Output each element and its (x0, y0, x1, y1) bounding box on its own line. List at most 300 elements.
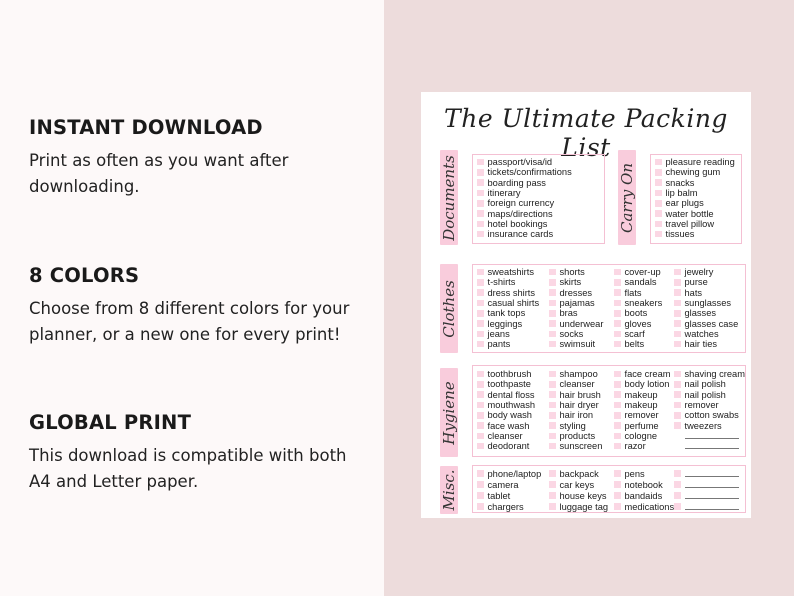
checkbox (477, 331, 484, 338)
misc-column (549, 468, 608, 512)
checklist-item (614, 490, 674, 501)
section-tab-carry-on (618, 150, 636, 245)
checklist-item (477, 208, 572, 218)
checkbox (614, 492, 621, 499)
checklist-item (614, 390, 671, 400)
blank-write-in-line (685, 437, 739, 439)
hygiene-column (674, 369, 745, 451)
checklist-item-label: sweatshirts (487, 267, 534, 278)
checklist-item (674, 431, 745, 441)
checkbox (674, 481, 681, 488)
checklist-item-label: body lotion (624, 379, 670, 390)
checkbox (549, 310, 556, 317)
checkbox (655, 169, 662, 176)
checklist-item (477, 339, 539, 349)
feature-instant-download (29, 116, 369, 199)
checklist-item-label: skirts (559, 277, 582, 288)
checklist-item (477, 298, 539, 308)
checklist-item (614, 468, 674, 479)
feature-title: GLOBAL PRINT (29, 411, 192, 434)
checklist-item (614, 339, 662, 349)
checklist-item (477, 490, 541, 501)
checklist-item-label: purse (684, 277, 708, 288)
checkbox (477, 159, 484, 166)
checkbox (674, 391, 681, 398)
checklist-item-label: bras (559, 308, 578, 319)
checklist-item-label: cotton swabs (684, 410, 739, 421)
checklist-item (477, 479, 541, 490)
checklist-item (477, 318, 539, 328)
checklist-item-label: phone/laptop (487, 468, 542, 479)
checkbox (674, 300, 681, 307)
checkbox (477, 289, 484, 296)
checklist-item (477, 277, 539, 287)
checklist-item-label: makeup (624, 389, 658, 400)
checklist-item-label: bandaids (624, 490, 663, 501)
checkbox (549, 320, 556, 327)
checklist-item (614, 308, 662, 318)
section-tab-documents (440, 150, 458, 245)
checklist-item-label: pens (624, 468, 645, 479)
checklist-item-label: notebook (624, 479, 663, 490)
checkbox (614, 341, 621, 348)
checklist-item (674, 420, 745, 430)
checkbox (549, 470, 556, 477)
checklist-item-label: toothpaste (487, 379, 531, 390)
checklist-item (477, 441, 535, 451)
checklist-item (477, 420, 535, 430)
blank-write-in-line (685, 447, 739, 449)
checklist-item-label: flats (624, 287, 642, 298)
hygiene-column (549, 369, 602, 451)
section-label-documents: Documents (440, 154, 458, 241)
checklist-item-label: styling (559, 420, 586, 431)
checkbox (549, 492, 556, 499)
checklist-item-label: razor (624, 441, 646, 452)
checklist-item-label: backpack (559, 468, 599, 479)
checklist-item-label: hats (684, 287, 703, 298)
checklist-item-label: insurance cards (487, 229, 554, 240)
checklist-item (674, 318, 738, 328)
checklist-item-label: dental floss (487, 389, 535, 400)
checkbox (477, 279, 484, 286)
checkbox (477, 200, 484, 207)
checkbox (614, 470, 621, 477)
checklist-item (655, 188, 735, 198)
checklist-item-label: hair ties (684, 339, 718, 350)
checklist-item-label: boarding pass (487, 177, 546, 188)
checklist-item (614, 298, 662, 308)
checkbox (549, 289, 556, 296)
checklist-item (549, 468, 608, 479)
checklist-item (549, 318, 603, 328)
checkbox (477, 179, 484, 186)
checklist-item (614, 318, 662, 328)
checkbox (674, 279, 681, 286)
checklist-item (674, 369, 745, 379)
checkbox (549, 381, 556, 388)
checkbox (549, 422, 556, 429)
checkbox (477, 402, 484, 409)
checklist-item-label: shorts (559, 267, 585, 278)
checklist-item (614, 379, 671, 389)
checkbox (614, 481, 621, 488)
checkbox (477, 210, 484, 217)
checkbox (614, 371, 621, 378)
checklist-item-label: watches (684, 328, 719, 339)
checklist-item (655, 157, 735, 167)
checklist-item-label: deodorant (487, 441, 530, 452)
checkbox (674, 371, 681, 378)
feature-title: 8 COLORS (29, 264, 140, 287)
checklist-item-label: glasses case (684, 318, 739, 329)
checkbox (655, 231, 662, 238)
checklist-item (549, 390, 602, 400)
checklist-item (655, 208, 735, 218)
checkbox (549, 279, 556, 286)
checklist-item-label: leggings (487, 318, 523, 329)
checklist-item (549, 369, 602, 379)
checklist-item (549, 441, 602, 451)
checklist-item (477, 431, 535, 441)
checklist-item-label: swimsuit (559, 339, 596, 350)
checklist-item (614, 288, 662, 298)
checklist-item-label: casual shirts (487, 298, 540, 309)
checkbox (477, 433, 484, 440)
checkbox (549, 391, 556, 398)
checkbox (477, 269, 484, 276)
checklist-item-label: scarf (624, 328, 645, 339)
checklist-item-label: boots (624, 308, 648, 319)
checklist-item-label: itinerary (487, 188, 521, 199)
checklist-item (477, 288, 539, 298)
section-tab-hygiene (440, 368, 458, 457)
checklist-item (655, 167, 735, 177)
checklist-item-label: jeans (487, 328, 510, 339)
checklist-item-label: medications (624, 501, 675, 512)
checklist-item-label: sunscreen (559, 441, 603, 452)
checklist-item (477, 229, 572, 239)
blank-write-in-line (685, 475, 739, 477)
checkbox (655, 210, 662, 217)
checklist-item (549, 501, 608, 512)
checkbox (674, 422, 681, 429)
checkbox (674, 341, 681, 348)
checkbox (674, 320, 681, 327)
checkbox (655, 159, 662, 166)
checklist-item-label: camera (487, 479, 519, 490)
checkbox (614, 269, 621, 276)
checkbox (614, 289, 621, 296)
clothes-column (477, 267, 539, 349)
checklist-item (674, 308, 738, 318)
checklist-item-label: cologne (624, 430, 658, 441)
checklist-item (477, 157, 572, 167)
checkbox (674, 492, 681, 499)
hygiene-column (614, 369, 671, 451)
checkbox (477, 221, 484, 228)
checklist-item (477, 501, 541, 512)
checklist-item-label: travel pillow (665, 218, 715, 229)
checkbox (614, 310, 621, 317)
checklist-item (549, 329, 603, 339)
checklist-item (477, 379, 535, 389)
checkbox (549, 371, 556, 378)
checkbox (477, 503, 484, 510)
section-tab-clothes (440, 264, 458, 353)
checklist-item-label: tissues (665, 229, 695, 240)
checkbox (549, 503, 556, 510)
checklist-item (477, 400, 535, 410)
checklist-item (674, 468, 739, 479)
checklist-item (549, 490, 608, 501)
checkbox (614, 381, 621, 388)
checkbox (549, 481, 556, 488)
checklist-item (674, 267, 738, 277)
checklist-item-label: tablet (487, 490, 511, 501)
checklist-item-label: glasses (684, 308, 717, 319)
checklist-item (549, 298, 603, 308)
checkbox (614, 433, 621, 440)
checklist-item (674, 400, 745, 410)
checklist-item (614, 410, 671, 420)
checklist-item-label: sneakers (624, 298, 663, 309)
checklist-item-label: belts (624, 339, 645, 350)
checklist-item (655, 198, 735, 208)
section-label-carry-on: Carry On (618, 162, 636, 233)
checklist-item-label: luggage tag (559, 501, 609, 512)
section-tab-misc (440, 466, 458, 514)
checklist-item-label: lip balm (665, 188, 698, 199)
checklist-item-label: gloves (624, 318, 652, 329)
checklist-item (614, 441, 671, 451)
checklist-item (614, 267, 662, 277)
checkbox (614, 331, 621, 338)
checklist-item-label: underwear (559, 318, 604, 329)
checklist-item (674, 490, 739, 501)
checklist-item (674, 390, 745, 400)
checkbox (674, 412, 681, 419)
checkbox (549, 402, 556, 409)
checkbox (477, 310, 484, 317)
checklist-item (549, 339, 603, 349)
checkbox (549, 433, 556, 440)
checkbox (477, 481, 484, 488)
checklist-item-label: shampoo (559, 369, 598, 380)
checkbox (477, 492, 484, 499)
checklist-item-label: body wash (487, 410, 532, 421)
packing-list-sheet (421, 92, 751, 518)
checkbox (477, 300, 484, 307)
carry-on-list (655, 157, 735, 239)
checklist-item-label: house keys (559, 490, 607, 501)
checklist-item (614, 369, 671, 379)
checklist-item (477, 468, 541, 479)
checklist-item (477, 219, 572, 229)
checklist-item (477, 308, 539, 318)
checklist-item (614, 277, 662, 287)
checkbox (477, 371, 484, 378)
checklist-item (655, 219, 735, 229)
hygiene-column (477, 369, 535, 451)
checklist-item-label: pajamas (559, 298, 595, 309)
checklist-item-label: maps/directions (487, 208, 553, 219)
checklist-item-label: sandals (624, 277, 657, 288)
checklist-item-label: dresses (559, 287, 593, 298)
clothes-column (549, 267, 603, 349)
checkbox (477, 231, 484, 238)
checkbox (614, 300, 621, 307)
checklist-item-label: cleanser (487, 430, 523, 441)
checkbox (477, 412, 484, 419)
checklist-item (674, 298, 738, 308)
checklist-item-label: cleanser (559, 379, 595, 390)
checkbox (614, 279, 621, 286)
checkbox (655, 179, 662, 186)
checklist-item-label: car keys (559, 479, 595, 490)
checklist-item-label: tank tops (487, 308, 526, 319)
checklist-item (477, 167, 572, 177)
checklist-item-label: makeup (624, 400, 658, 411)
checklist-item-label: face wash (487, 420, 530, 431)
checklist-item-label: toothbrush (487, 369, 532, 380)
checkbox (477, 320, 484, 327)
checkbox (477, 443, 484, 450)
checkbox (674, 470, 681, 477)
checklist-item-label: chewing gum (665, 167, 721, 178)
checklist-item-label: foreign currency (487, 198, 555, 209)
checklist-item (614, 420, 671, 430)
checklist-item-label: hair brush (559, 389, 601, 400)
clothes-column (614, 267, 662, 349)
blank-write-in-line (685, 508, 739, 510)
checklist-item-label: shaving cream (684, 369, 745, 380)
checklist-item (614, 400, 671, 410)
checklist-item-label: water bottle (665, 208, 714, 219)
checklist-item (614, 479, 674, 490)
checkbox (477, 381, 484, 388)
checkbox (614, 443, 621, 450)
checklist-item-label: tweezers (684, 420, 722, 431)
checklist-item (477, 178, 572, 188)
feature-text: Print as often as you want after downloading. (29, 151, 289, 196)
checklist-item-label: products (559, 430, 596, 441)
checkbox (674, 503, 681, 510)
checkbox (477, 422, 484, 429)
checklist-item-label: remover (624, 410, 659, 421)
checklist-item-label: tickets/confirmations (487, 167, 572, 178)
checkbox (674, 381, 681, 388)
misc-column (614, 468, 674, 512)
checklist-item (614, 431, 671, 441)
checkbox (614, 402, 621, 409)
checklist-item (549, 277, 603, 287)
checklist-item-label: sunglasses (684, 298, 732, 309)
checkbox (614, 391, 621, 398)
documents-list (477, 157, 572, 239)
checklist-item-label: perfume (624, 420, 659, 431)
checklist-item (674, 329, 738, 339)
feature-text: This download is compatible with both A4 and Letter paper. (29, 446, 347, 491)
checklist-item-label: ear plugs (665, 198, 704, 209)
checklist-item (477, 410, 535, 420)
checklist-item-label: chargers (487, 501, 524, 512)
checkbox (477, 169, 484, 176)
checklist-item (477, 188, 572, 198)
checklist-item (477, 390, 535, 400)
checkbox (549, 300, 556, 307)
checklist-item-label: remover (684, 400, 719, 411)
section-label-hygiene: Hygiene (440, 380, 458, 445)
checklist-item (674, 379, 745, 389)
section-label-clothes: Clothes (440, 279, 458, 338)
misc-column (477, 468, 541, 512)
checkbox (477, 470, 484, 477)
checklist-item-label: hair iron (559, 410, 594, 421)
feature-text: Choose from 8 different colors for your planner, or a new one for every print! (29, 299, 350, 344)
checklist-item (549, 410, 602, 420)
checkbox (549, 412, 556, 419)
checklist-item-label: mouthwash (487, 400, 536, 411)
checklist-item (674, 339, 738, 349)
checklist-item-label: hair dryer (559, 400, 599, 411)
checklist-item (477, 369, 535, 379)
checkbox (674, 331, 681, 338)
checklist-item (549, 308, 603, 318)
checklist-item (549, 400, 602, 410)
checklist-item-label: nail polish (684, 379, 726, 390)
checklist-item (549, 479, 608, 490)
blank-write-in-line (685, 486, 739, 488)
checklist-item (549, 379, 602, 389)
checkbox (477, 190, 484, 197)
checklist-item-label: socks (559, 328, 584, 339)
blank-write-in-line (685, 497, 739, 499)
checklist-item-label: pleasure reading (665, 157, 735, 168)
checklist-item (477, 267, 539, 277)
checklist-item-label: t-shirts (487, 277, 516, 288)
checkbox (614, 503, 621, 510)
sheet-title: The Ultimate Packing List (444, 104, 728, 162)
checkbox (614, 412, 621, 419)
checklist-item (614, 501, 674, 512)
checklist-item (674, 288, 738, 298)
checklist-item-label: pants (487, 339, 511, 350)
checkbox (655, 221, 662, 228)
section-label-misc: Misc. (440, 469, 458, 511)
feature-title: INSTANT DOWNLOAD (29, 116, 263, 139)
checkbox (477, 391, 484, 398)
checklist-item-label: dress shirts (487, 287, 536, 298)
checkbox (655, 190, 662, 197)
clothes-column (674, 267, 738, 349)
checklist-item-label: hotel bookings (487, 218, 548, 229)
checkbox (674, 402, 681, 409)
checklist-item (549, 288, 603, 298)
checklist-item (674, 479, 739, 490)
checkbox (674, 289, 681, 296)
checklist-item (674, 277, 738, 287)
checklist-item (674, 441, 745, 451)
checklist-item (614, 329, 662, 339)
feature-global-print (29, 411, 369, 494)
misc-column (674, 468, 739, 512)
checklist-item-label: passport/visa/id (487, 157, 553, 168)
checkbox (549, 331, 556, 338)
checklist-item (549, 431, 602, 441)
feature-8-colors (29, 264, 369, 347)
checklist-item-label: jewelry (684, 267, 714, 278)
